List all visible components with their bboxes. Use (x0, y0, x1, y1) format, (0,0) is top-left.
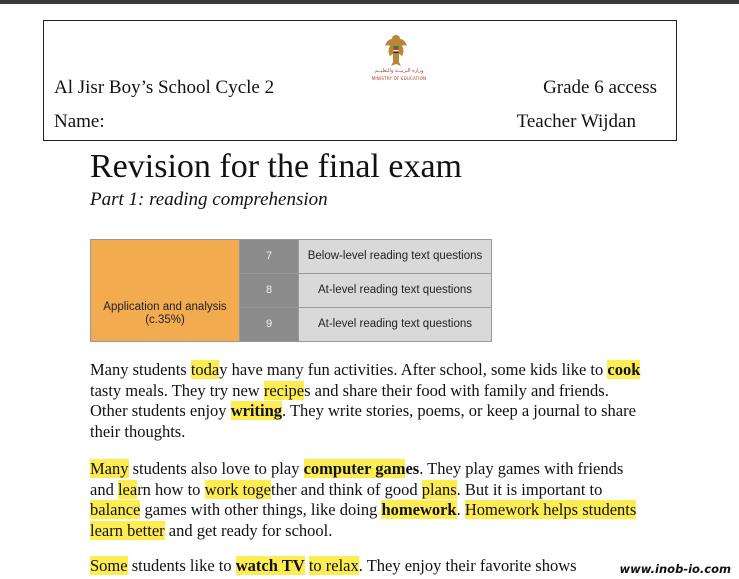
spec-question-number: 7 (240, 240, 299, 274)
school-name: Al Jisr Boy’s School Cycle 2 (54, 77, 275, 98)
spec-question-number: 8 (240, 273, 299, 307)
highlighted-text: toda (190, 360, 220, 379)
highlighted-text: lea (117, 479, 138, 499)
spec-question-description: Below-level reading text questions (299, 240, 492, 274)
text-run: Many students (90, 360, 191, 379)
highlighted-text: Many (90, 459, 129, 478)
text-run: . They enjoy their favorite shows (358, 556, 577, 575)
spec-question-number: 9 (240, 307, 299, 341)
spec-category-cell: Application and analysis (c.35%) (91, 240, 240, 342)
ministry-logo-english: MINISTRY OF EDUCATION (371, 76, 427, 81)
page-title: Revision for the final exam (90, 148, 463, 185)
text-run: tasty meals. They try new (90, 380, 264, 400)
highlighted-text: to relax (308, 556, 359, 575)
highlighted-text: homework (381, 500, 457, 520)
text-run: es (405, 459, 420, 478)
reading-paragraph-3 (90, 556, 610, 577)
spec-question-description: At-level reading text questions (299, 273, 492, 307)
text-run: y have many fun activities. After school, some kids like to (219, 360, 608, 379)
text-run: . But it is important to (456, 479, 603, 499)
highlighted-text: Homework helps students learn better (90, 500, 637, 541)
top-border-bar (0, 0, 739, 4)
text-run: rn how to (137, 479, 205, 499)
reading-paragraph-2 (90, 459, 650, 542)
spec-row (91, 240, 492, 274)
highlighted-text: computer gam (303, 459, 406, 478)
highlighted-text: recipe (263, 380, 305, 400)
highlighted-text: watch TV (235, 556, 305, 575)
site-watermark: www.inob-io.com (619, 562, 731, 576)
student-name-label: Name: (54, 111, 105, 132)
text-run: students also love to play (128, 459, 304, 478)
highlighted-text: balance (90, 500, 141, 520)
highlighted-text: Some (90, 556, 128, 575)
highlighted-text: cook (607, 360, 641, 379)
text-run: games with other things, like doing (140, 500, 382, 520)
text-run: students like to (127, 556, 236, 575)
spec-question-description: At-level reading text questions (299, 307, 492, 341)
worksheet-header (43, 20, 677, 141)
section-subtitle: Part 1: reading comprehension (90, 189, 328, 210)
text-run: . They play games with friends and (90, 459, 624, 499)
reading-paragraph-1 (90, 360, 650, 443)
uae-falcon-emblem-icon (382, 33, 410, 69)
highlighted-text: work toge (204, 479, 272, 499)
text-run: . They write stories, poems, or keep a journal to share their thoughts. (90, 401, 636, 442)
teacher-name: Teacher Wijdan (516, 111, 636, 132)
text-run: s and share their food with family and friends. Other students enjoy (90, 380, 609, 421)
highlighted-text: plans (421, 479, 457, 499)
grade-label: Grade 6 access (543, 77, 657, 98)
ministry-logo-arabic: وزارة التربيــة والتعليــم (374, 68, 424, 74)
text-run: and get ready for school. (164, 521, 333, 541)
exam-spec-table (90, 239, 492, 342)
text-run: . (456, 500, 465, 520)
highlighted-text: writing (230, 401, 283, 421)
text-run: ther and think of good (271, 479, 422, 499)
